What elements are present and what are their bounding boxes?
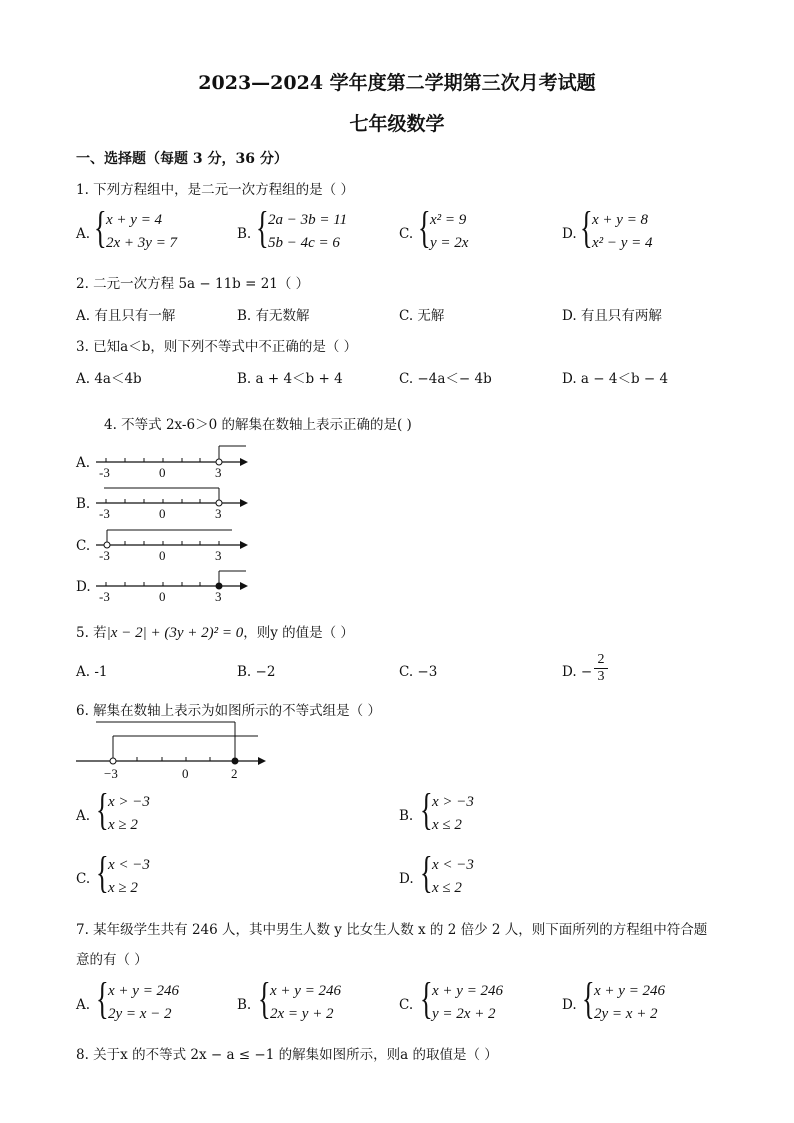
- question-8-stem: 8. 关于x 的不等式 2x − a ≤ −1 的解集如图所示，则a 的取值是（ ）: [76, 1047, 498, 1063]
- q3-option-a: A. 4a＜4b: [76, 371, 142, 387]
- tick-label: -3: [99, 506, 110, 521]
- number-line-d: [96, 571, 248, 604]
- equation-line: x + y = 246: [432, 983, 504, 999]
- tick-label: -3: [99, 589, 110, 604]
- equation-line: y = 2x + 2: [432, 1006, 496, 1022]
- equation-line: 2x = y + 2: [270, 1006, 334, 1022]
- tick-label: −3: [104, 766, 118, 781]
- q1-option-d-label: D.: [562, 226, 577, 242]
- q5-option-d-label: D. −: [562, 664, 593, 680]
- question-1-stem: 1. 下列方程组中，是二元一次方程组的是（ ）: [76, 182, 354, 198]
- q6-option-c-label: C.: [76, 871, 91, 887]
- brace-icon: {: [420, 785, 433, 834]
- question-7-stem-line1: 7. 某年级学生共有 246 人，其中男生人数 y 比女生人数 x 的 2 倍少 2 人，则下面所列的方程组中符合题: [76, 922, 708, 938]
- q1-option-b-label: B.: [237, 226, 252, 242]
- brace-icon: {: [94, 203, 107, 252]
- q2-option-d: D. 有且只有两解: [562, 308, 662, 324]
- tick-label: 3: [215, 465, 222, 480]
- number-line-c: [96, 530, 248, 563]
- q7-option-a-label: A.: [76, 997, 91, 1013]
- tick-label: 0: [159, 589, 166, 604]
- inequality-line: x < −3: [108, 857, 150, 873]
- q5-option-b: B. −2: [237, 664, 276, 680]
- tick-label: 2: [231, 766, 238, 781]
- stem-text: 5. 若: [76, 625, 107, 641]
- brace-icon: {: [96, 785, 109, 834]
- equation-line: x² − y = 4: [592, 235, 653, 251]
- brace-icon: {: [420, 974, 433, 1023]
- stem-text: ，则y 的值是（ ）: [243, 625, 354, 641]
- q4-option-c-label: C.: [76, 538, 91, 554]
- tick-label: -3: [99, 548, 110, 563]
- q2-option-b: B. 有无数解: [237, 308, 310, 324]
- equation-line: x + y = 4: [106, 212, 163, 228]
- equation-line: x + y = 246: [108, 983, 180, 999]
- q6-option-a-label: A.: [76, 808, 91, 824]
- equation-line: 2x + 3y = 7: [106, 235, 178, 251]
- brace-icon: {: [418, 203, 431, 252]
- equation-line: y = 2x: [430, 235, 469, 251]
- brace-icon: {: [96, 848, 109, 897]
- q6-number-line: [76, 722, 266, 781]
- question-2-stem: 2. 二元一次方程 5a − 11b = 21（ ）: [76, 276, 310, 292]
- equation-line: x² = 9: [430, 212, 467, 228]
- inequality-line: x > −3: [108, 794, 150, 810]
- q4-option-b-label: B.: [76, 496, 91, 512]
- inequality-line: x ≥ 2: [108, 880, 138, 896]
- brace-icon: {: [258, 974, 271, 1023]
- q2-option-c: C. 无解: [399, 308, 445, 324]
- fraction-numerator: 2: [597, 652, 605, 667]
- q3-option-c: C. −4a＜− 4b: [399, 371, 492, 387]
- q4-option-d-label: D.: [76, 579, 91, 595]
- equation-line: 2a − 3b = 11: [268, 212, 348, 228]
- q7-option-c-label: C.: [399, 997, 414, 1013]
- page-subtitle: 七年级数学: [349, 113, 445, 135]
- q6-option-b-label: B.: [399, 808, 414, 824]
- equation-line: 5b − 4c = 6: [268, 235, 340, 251]
- inequality-line: x > −3: [432, 794, 474, 810]
- equation-line: x + y = 246: [270, 983, 342, 999]
- tick-label: 0: [159, 548, 166, 563]
- brace-icon: {: [580, 203, 593, 252]
- tick-label: 3: [215, 589, 222, 604]
- q2-option-a: A. 有且只有一解: [76, 308, 176, 324]
- question-4-stem: 4. 不等式 2x-6＞0 的解集在数轴上表示正确的是( ): [104, 417, 412, 433]
- page-title: 2023—2024 学年度第二学期第三次月考试题: [198, 72, 596, 94]
- q7-option-b-label: B.: [237, 997, 252, 1013]
- question-7-stem-line2: 意的有（ ）: [76, 952, 148, 968]
- tick-label: 0: [159, 506, 166, 521]
- brace-icon: {: [582, 974, 595, 1023]
- brace-icon: {: [420, 848, 433, 897]
- number-line-b: [96, 488, 248, 521]
- inequality-line: x < −3: [432, 857, 474, 873]
- q1-option-a-label: A.: [76, 226, 91, 242]
- q7-option-d-label: D.: [562, 997, 577, 1013]
- number-line-a: [96, 446, 248, 480]
- inequality-line: x ≥ 2: [108, 817, 138, 833]
- tick-label: 3: [215, 548, 222, 563]
- q4-option-a-label: A.: [76, 455, 91, 471]
- brace-icon: {: [96, 974, 109, 1023]
- inequality-line: x ≤ 2: [432, 817, 462, 833]
- equation-line: x + y = 246: [594, 983, 666, 999]
- q5-option-d-fraction: [594, 652, 608, 685]
- fraction-denominator: 3: [594, 668, 608, 685]
- equation-line: x + y = 8: [592, 212, 649, 228]
- equation-line: 2y = x + 2: [594, 1006, 658, 1022]
- section-heading: 一、选择题（每题 3 分，36 分）: [76, 151, 288, 167]
- q6-option-d-label: D.: [399, 871, 414, 887]
- stem-expression: |x − 2| + (3y + 2)² = 0: [106, 625, 244, 641]
- tick-label: -3: [99, 465, 110, 480]
- q5-option-a: A. -1: [76, 664, 108, 680]
- q3-option-d: D. a − 4＜b − 4: [562, 371, 669, 387]
- brace-icon: {: [256, 203, 269, 252]
- tick-label: 0: [159, 465, 166, 480]
- question-5-stem: [76, 621, 354, 642]
- tick-label: 0: [182, 766, 189, 781]
- question-6-stem: 6. 解集在数轴上表示为如图所示的不等式组是（ ）: [76, 703, 381, 719]
- question-3-stem: 3. 已知a＜b，则下列不等式中不正确的是（ ）: [76, 339, 358, 355]
- tick-label: 3: [215, 506, 222, 521]
- q3-option-b: B. a + 4＜b + 4: [237, 371, 343, 387]
- equation-line: 2y = x − 2: [108, 1006, 172, 1022]
- q5-option-c: C. −3: [399, 664, 438, 680]
- inequality-line: x ≤ 2: [432, 880, 462, 896]
- q1-option-c-label: C.: [399, 226, 414, 242]
